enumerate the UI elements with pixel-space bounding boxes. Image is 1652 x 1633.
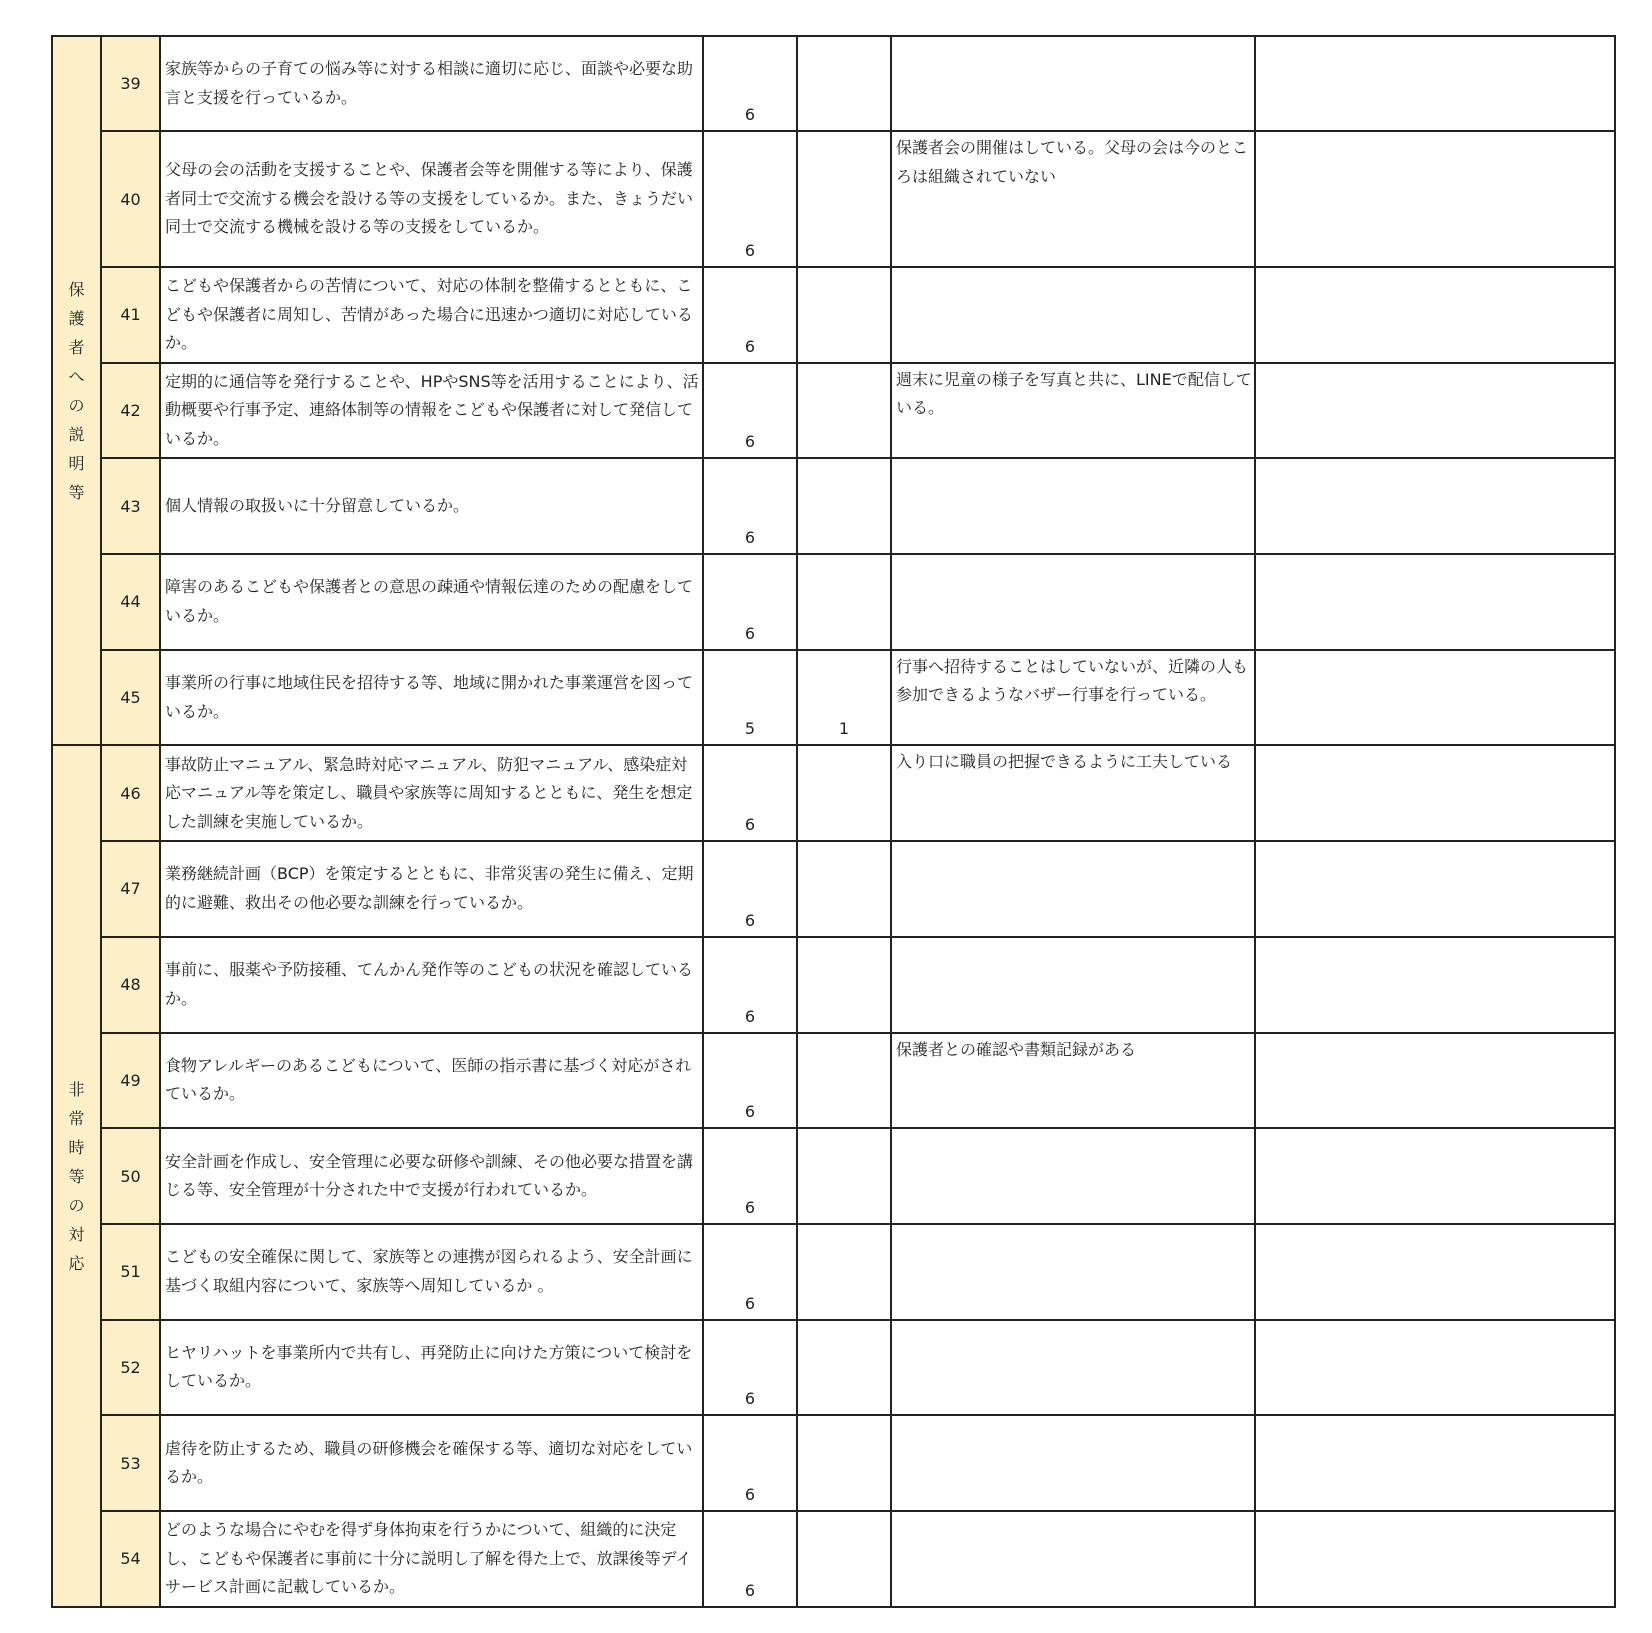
table-row [52, 937, 1615, 1033]
no-count [797, 554, 891, 650]
question-text: 安全計画を作成し、安全管理に必要な研修や訓練、その他必要な措置を講じる等、安全管理が十分された中で支援が行われているか。 [160, 1128, 703, 1224]
yes-count: 6 [703, 1320, 797, 1416]
improvement-cell [1255, 650, 1615, 746]
item-number: 47 [101, 841, 160, 937]
comment-text [891, 267, 1255, 363]
yes-count: 6 [703, 1033, 797, 1129]
yes-count: 6 [703, 1415, 797, 1511]
table-row [52, 131, 1615, 267]
category-char: 対 [68, 1224, 85, 1244]
comment-text [891, 1511, 1255, 1607]
table-row [52, 745, 1615, 841]
question-text: 事前に、服薬や予防接種、てんかん発作等のこどもの状況を確認しているか。 [160, 937, 703, 1033]
item-number: 51 [101, 1224, 160, 1320]
yes-count: 6 [703, 1128, 797, 1224]
item-number: 46 [101, 745, 160, 841]
table-row [52, 1320, 1615, 1416]
yes-count: 6 [703, 841, 797, 937]
table-row [52, 1224, 1615, 1320]
category-char: 応 [68, 1253, 85, 1273]
item-number: 49 [101, 1033, 160, 1129]
yes-count: 6 [703, 745, 797, 841]
no-count [797, 267, 891, 363]
comment-text [891, 1320, 1255, 1416]
table-row [52, 1415, 1615, 1511]
question-text: こどもや保護者からの苦情について、対応の体制を整備するとともに、こどもや保護者に周知し、苦情があった場合に迅速かつ適切に対応しているか。 [160, 267, 703, 363]
no-count [797, 458, 891, 554]
category-cell [52, 745, 101, 1606]
category-char: 護 [68, 308, 85, 328]
yes-count: 6 [703, 1224, 797, 1320]
question-text: どのような場合にやむを得ず身体拘束を行うかについて、組織的に決定し、こどもや保護者に事前に十分に説明し了解を得た上で、放課後等デイサービス計画に記載しているか。 [160, 1511, 703, 1607]
table-row [52, 36, 1615, 131]
question-text: 業務継続計画（BCP）を策定するとともに、非常災害の発生に備え、定期的に避難、救出その他必要な訓練を行っているか。 [160, 841, 703, 937]
yes-count: 6 [703, 131, 797, 267]
question-text: 定期的に通信等を発行することや、HPやSNS等を活用することにより、活動概要や行事予定、連絡体制等の情報をこどもや保護者に対して発信しているか。 [160, 363, 703, 459]
question-text: 事業所の行事に地域住民を招待する等、地域に開かれた事業運営を図っているか。 [160, 650, 703, 746]
no-count [797, 841, 891, 937]
comment-text: 保護者会の開催はしている。父母の会は今のところは組織されていない [891, 131, 1255, 267]
no-count [797, 745, 891, 841]
item-number: 42 [101, 363, 160, 459]
table-row [52, 267, 1615, 363]
item-number: 43 [101, 458, 160, 554]
table-row [52, 841, 1615, 937]
table-row [52, 1128, 1615, 1224]
no-count [797, 131, 891, 267]
yes-count: 6 [703, 458, 797, 554]
yes-count: 6 [703, 937, 797, 1033]
comment-text: 保護者との確認や書類記録がある [891, 1033, 1255, 1129]
item-number: 54 [101, 1511, 160, 1607]
no-count: 1 [797, 650, 891, 746]
question-text: 個人情報の取扱いに十分留意しているか。 [160, 458, 703, 554]
category-char: 保 [68, 279, 85, 299]
no-count [797, 1320, 891, 1416]
item-number: 53 [101, 1415, 160, 1511]
improvement-cell [1255, 1415, 1615, 1511]
table-row [52, 363, 1615, 459]
item-number: 39 [101, 36, 160, 131]
comment-text [891, 554, 1255, 650]
comment-text [891, 36, 1255, 131]
item-number: 40 [101, 131, 160, 267]
yes-count: 6 [703, 1511, 797, 1607]
category-char: 常 [68, 1108, 85, 1128]
question-text: 父母の会の活動を支援することや、保護者会等を開催する等により、保護者同士で交流する機会を設ける等の支援をしているか。また、きょうだい同士で交流する機械を設ける等の支援をしているか。 [160, 131, 703, 267]
no-count [797, 937, 891, 1033]
question-text: 障害のあるこどもや保護者との意思の疎通や情報伝達のための配慮をしているか。 [160, 554, 703, 650]
comment-text [891, 937, 1255, 1033]
evaluation-table [51, 35, 1616, 1608]
category-cell [52, 36, 101, 745]
improvement-cell [1255, 937, 1615, 1033]
item-number: 41 [101, 267, 160, 363]
table-row [52, 1033, 1615, 1129]
comment-text: 行事へ招待することはしていないが、近隣の人も参加できるようなバザー行事を行っている。 [891, 650, 1255, 746]
no-count [797, 1033, 891, 1129]
category-char: 時 [68, 1137, 85, 1157]
category-char: 説 [68, 424, 85, 444]
yes-count: 6 [703, 267, 797, 363]
table-row [52, 458, 1615, 554]
item-number: 44 [101, 554, 160, 650]
question-text: ヒヤリハットを事業所内で共有し、再発防止に向けた方策について検討をしているか。 [160, 1320, 703, 1416]
yes-count: 5 [703, 650, 797, 746]
improvement-cell [1255, 458, 1615, 554]
yes-count: 6 [703, 36, 797, 131]
question-text: 家族等からの子育ての悩み等に対する相談に適切に応じ、面談や必要な助言と支援を行っているか。 [160, 36, 703, 131]
question-text: 事故防止マニュアル、緊急時対応マニュアル、防犯マニュアル、感染症対応マニュアル等を策定し、職員や家族等に周知するとともに、発生を想定した訓練を実施しているか。 [160, 745, 703, 841]
improvement-cell [1255, 841, 1615, 937]
comment-text [891, 1224, 1255, 1320]
table-row [52, 1511, 1615, 1607]
category-char: 等 [68, 1166, 85, 1186]
improvement-cell [1255, 267, 1615, 363]
improvement-cell [1255, 1128, 1615, 1224]
comment-text [891, 1128, 1255, 1224]
item-number: 50 [101, 1128, 160, 1224]
no-count [797, 363, 891, 459]
improvement-cell [1255, 745, 1615, 841]
question-text: こどもの安全確保に関して、家族等との連携が図られるよう、安全計画に基づく取組内容について、家族等へ周知しているか 。 [160, 1224, 703, 1320]
item-number: 45 [101, 650, 160, 746]
category-char: へ [68, 366, 85, 386]
item-number: 52 [101, 1320, 160, 1416]
item-number: 48 [101, 937, 160, 1033]
improvement-cell [1255, 363, 1615, 459]
no-count [797, 1415, 891, 1511]
improvement-cell [1255, 1224, 1615, 1320]
no-count [797, 1224, 891, 1320]
question-text: 虐待を防止するため、職員の研修機会を確保する等、適切な対応をしているか。 [160, 1415, 703, 1511]
improvement-cell [1255, 36, 1615, 131]
category-char: の [68, 1195, 85, 1215]
category-char: 明 [68, 453, 85, 473]
comment-text: 入り口に職員の把握できるように工夫している [891, 745, 1255, 841]
yes-count: 6 [703, 554, 797, 650]
no-count [797, 1128, 891, 1224]
comment-text [891, 1415, 1255, 1511]
category-char: 等 [68, 482, 85, 502]
improvement-cell [1255, 554, 1615, 650]
no-count [797, 1511, 891, 1607]
improvement-cell [1255, 1511, 1615, 1607]
improvement-cell [1255, 1033, 1615, 1129]
comment-text [891, 841, 1255, 937]
yes-count: 6 [703, 363, 797, 459]
table-row [52, 554, 1615, 650]
comment-text [891, 458, 1255, 554]
table-row [52, 650, 1615, 746]
question-text: 食物アレルギーのあるこどもについて、医師の指示書に基づく対応がされているか。 [160, 1033, 703, 1129]
category-char: 非 [68, 1079, 85, 1099]
no-count [797, 36, 891, 131]
improvement-cell [1255, 1320, 1615, 1416]
category-char: の [68, 395, 85, 415]
improvement-cell [1255, 131, 1615, 267]
category-char: 者 [68, 337, 85, 357]
comment-text: 週末に児童の様子を写真と共に、LINEで配信している。 [891, 363, 1255, 459]
